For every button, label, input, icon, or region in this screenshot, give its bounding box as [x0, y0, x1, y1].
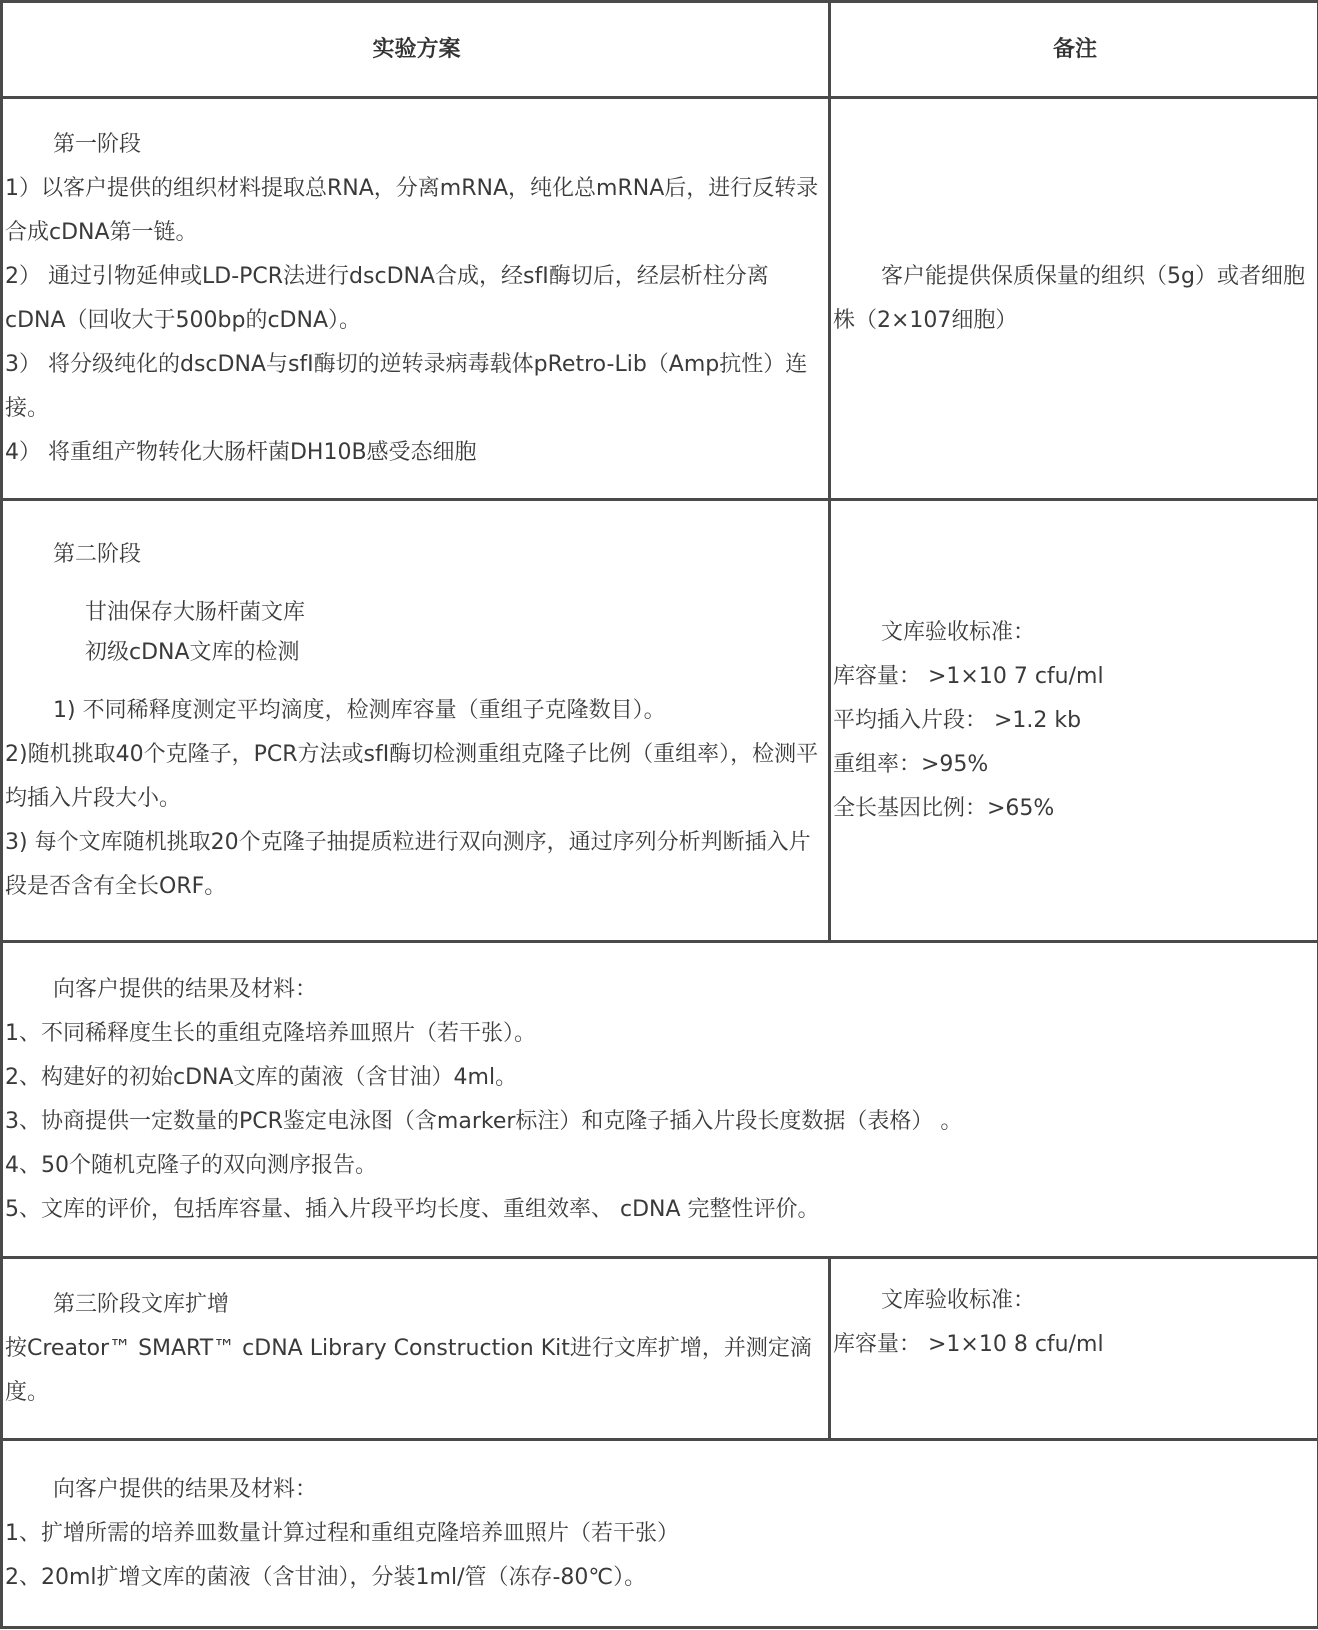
stage1-note-cell — [830, 98, 1318, 500]
header-row — [2, 2, 1318, 98]
stage2-note-title: 文库验收标准： — [881, 619, 1036, 645]
stage3-title: 第三阶段文库扩增 — [53, 1291, 230, 1317]
stage2-note-4: 全长基因比例：>65% — [833, 795, 1055, 821]
stage3-line-1: 按Creator™ SMART™ cDNA Library Construction Kit进行文库扩增，并测定滴度。 — [5, 1335, 812, 1405]
header-plan: 实验方案 — [2, 2, 830, 98]
stage1-row — [2, 98, 1318, 500]
stage2-title: 第二阶段 — [53, 541, 142, 567]
results1-line-1: 1、不同稀释度生长的重组克隆培养皿照片（若干张）。 — [5, 1020, 536, 1046]
stage3-row — [2, 1258, 1318, 1440]
stage1-line-2: 2） 通过引物延伸或LD-PCR法进行dscDNA合成，经sfⅠ酶切后，经层析柱分离cDNA（回收大于500bp的cDNA）。 — [5, 263, 769, 333]
results2-line-2: 2、20ml扩增文库的菌液（含甘油），分装1ml/管（冻存-80℃）。 — [5, 1564, 647, 1590]
stage1-plan-cell — [2, 98, 830, 500]
stage1-note: 客户能提供保质保量的组织（5g）或者细胞株（2×107细胞） — [833, 263, 1305, 333]
stage2-row — [2, 500, 1318, 942]
results1-line-4: 4、50个随机克隆子的双向测序报告。 — [5, 1152, 377, 1178]
results2-row — [2, 1440, 1318, 1628]
results2-cell — [2, 1440, 1318, 1628]
stage2-note-2: 平均插入片段： >1.2 kb — [833, 707, 1082, 733]
stage3-note-cell — [830, 1258, 1318, 1440]
stage2-subitems — [5, 593, 828, 673]
stage2-note-3: 重组率：>95% — [833, 751, 989, 777]
stage3-note-1: 库容量： >1×10 8 cfu/ml — [833, 1332, 1104, 1357]
stage1-line-4: 4） 将重组产物转化大肠杆菌DH10B感受态细胞 — [5, 439, 477, 465]
stage3-note-title: 文库验收标准： — [881, 1288, 1036, 1313]
stage1-line-3: 3） 将分级纯化的dscDNA与sfⅠ酶切的逆转录病毒载体pRetro-Lib（Amp抗性）连接。 — [5, 351, 808, 421]
stage2-line-2: 2)随机挑取40个克隆子，PCR方法或sfⅠ酶切检测重组克隆子比例（重组率），检测平均插入片段大小。 — [5, 741, 819, 811]
stage2-note-1: 库容量： >1×10 7 cfu/ml — [833, 663, 1104, 689]
stage2-note-cell — [830, 500, 1318, 942]
results1-cell — [2, 942, 1318, 1258]
results2-line-1: 1、扩增所需的培养皿数量计算过程和重组克隆培养皿照片（若干张） — [5, 1520, 679, 1546]
stage2-plan-cell — [2, 500, 830, 942]
stage3-plan-cell — [2, 1258, 830, 1440]
results1-line-3: 3、协商提供一定数量的PCR鉴定电泳图（含marker标注）和克隆子插入片段长度数据（表格） 。 — [5, 1108, 963, 1134]
results1-line-5: 5、文库的评价，包括库容量、插入片段平均长度、重组效率、 cDNA 完整性评价。 — [5, 1196, 820, 1222]
results1-row — [2, 942, 1318, 1258]
stage2-line-1: 1) 不同稀释度测定平均滴度，检测库容量（重组子克隆数目）。 — [53, 697, 666, 723]
results1-line-2: 2、构建好的初始cDNA文库的菌液（含甘油）4ml。 — [5, 1064, 518, 1090]
stage1-title: 第一阶段 — [53, 131, 142, 157]
results2-title: 向客户提供的结果及材料： — [53, 1476, 318, 1502]
stage2-sub-1: 甘油保存大肠杆菌文库 — [85, 599, 306, 625]
stage2-line-3: 3) 每个文库随机挑取20个克隆子抽提质粒进行双向测序，通过序列分析判断插入片段是否含有全长ORF。 — [5, 829, 811, 899]
stage2-sub-2: 初级cDNA文库的检测 — [85, 639, 300, 665]
stage1-line-1: 1）以客户提供的组织材料提取总RNA，分离mRNA，纯化总mRNA后，进行反转录合成cDNA第一链。 — [5, 175, 819, 245]
results1-title: 向客户提供的结果及材料： — [53, 976, 318, 1002]
header-notes: 备注 — [830, 2, 1318, 98]
